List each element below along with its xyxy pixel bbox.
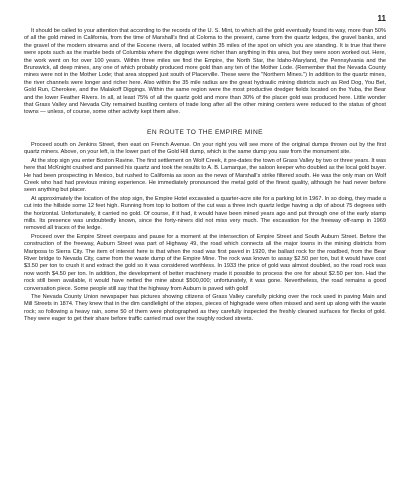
section-paragraph-4: Proceed over the Empire Street overpass and pause for a moment at the intersection of Empire Street and South Auburn Street. Before the construction of the freeway, Auburn Street was part of Highway 49, the road which connects all the major towns in the mining districts from Mariposa to Sierra City. The item of interest here is that when the road was first paved in 1920, the ballast rock for the roadbed, from the Bear River bridge to Nevada City, came from the waste dump of the Empire Mine. The rock was known to assay $2.50 per ton, but it would have cost $3.50 per ton to crush it and extract the gold so it was considered worthless. In 1933 the price of gold was almost doubled, so the road rock was now worth $4.50 per ton. In addition, the development of better machinery made it possible to process the ore for about $2.50 per ton. Had the rock still been available, it would have netted the mine about $500,000; unfortunately, it was gone. Nevertheless, the road remains a good conversation piece. Some people still say that the highway from Auburn is paved with gold! (24, 233, 386, 292)
page-number: 11 (377, 14, 386, 23)
intro-paragraph: It should be called to your attention that according to the records of the U. S. Mint, to which all the gold eventually found its way, more than 50% of all the gold mined in California, from the time of Marshall's find at Coloma to the present, came from the quartz ledges, the gravel banks, and the gravel of the modern streams and of the Eocene rivers, all located within 35 miles of the spot on which you are standing. It is true that there were spots such as the marble beds of Columbia where the diggings were richer than anything in this area, but they were soon worked out. Here, the work went on for over 100 years. Within three miles we find the Empire, the North Star, the Idaho-Maryland, the Pennsylvania and the Brunswick, all deep mines, any one of which probably produced more gold than any ten of the Mother Lode. (Remember that the Nevada County mines were not in the Mother Lode; that area stopped just south of Placerville. These were the "Northern Mines.") In addition to the quartz mines, the river channels were longer and richer here. Also within the 35 mile radius are the great hydraulic mining districts such as Red Dog, You Bet, Gold Run, Cherokee, and the Malakoff Diggings. Within the same region were the most productive dredger fields located on the Yuba, the Bear and the lower Feather Rivers. In all, at least 75% of all the quartz gold and more than 30% of the placer gold was produced here. Little wonder that Grass Valley and Nevada City remained bustling centers of trade long after all the other mining centers were reduced to the status of ghost towns — unless, of course, some other activity kept them alive. (24, 28, 386, 116)
section-paragraph-2: At the stop sign you enter Boston Ravine. The first settlement on Wolf Creek, it pre-dates the town of Grass Valley by two or three years. It was here that McKnight crushed and panned his quartz and took the results to A. B. Lamarque, the saloon keeper who doubled as the local gold buyer. He had been prospecting in Mexico, but rushed to California as soon as the news of Marshall's strike filtered south. He was the only man on Wolf Creek who had had previous mining experience. He immediately pronounced the metal gold of the finest quality, although he had never before seen anything but placer. (24, 157, 386, 194)
section-paragraph-3: At approximately the location of the stop sign, the Empire Hotel excavated a quarter-acre site for a parking lot in 1967. In so doing, they made a cut into the hillside some 12 feet high. Running from top to bottom of the cut was a three inch quartz ledge having a dip of about 75 degrees with the horizontal. Unfortunately, it carried no gold. Of course, if it had, it would have been mined years ago and put through one of the early stamp mills. Its presence was undoubtedly known, since the forty-niners did not miss very much. The excavation for the freeway off-ramp in 1969 removed all traces of the ledge. (24, 195, 386, 232)
page-content (24, 28, 386, 324)
section-paragraph-1: Proceed south on Jenkins Street, then east on French Avenue. On your right you will see more of the original dumps thrown out by the first quartz miners. Above, on your left, is the lower part of the Gold Hill dump, which is the same dump you saw from the monument site. (24, 141, 386, 156)
section-paragraph-5: The Nevada County Union newspaper has pictures showing citizens of Grass Valley carefully picking over the rock used in paving Main and Mill Streets in 1874. They knew that in the dim candlelight of the stopes, pieces of highgrade were often missed and sent up along with the waste rock; so following a heavy rain, some 50 of them were photographed as they carefully inspected the freshly cleaned surfaces for flecks of gold. They were eager to get their share before traffic carried mud over the roughly rocked streets. (24, 294, 386, 323)
section-heading: EN ROUTE TO THE EMPIRE MINE (147, 128, 263, 136)
